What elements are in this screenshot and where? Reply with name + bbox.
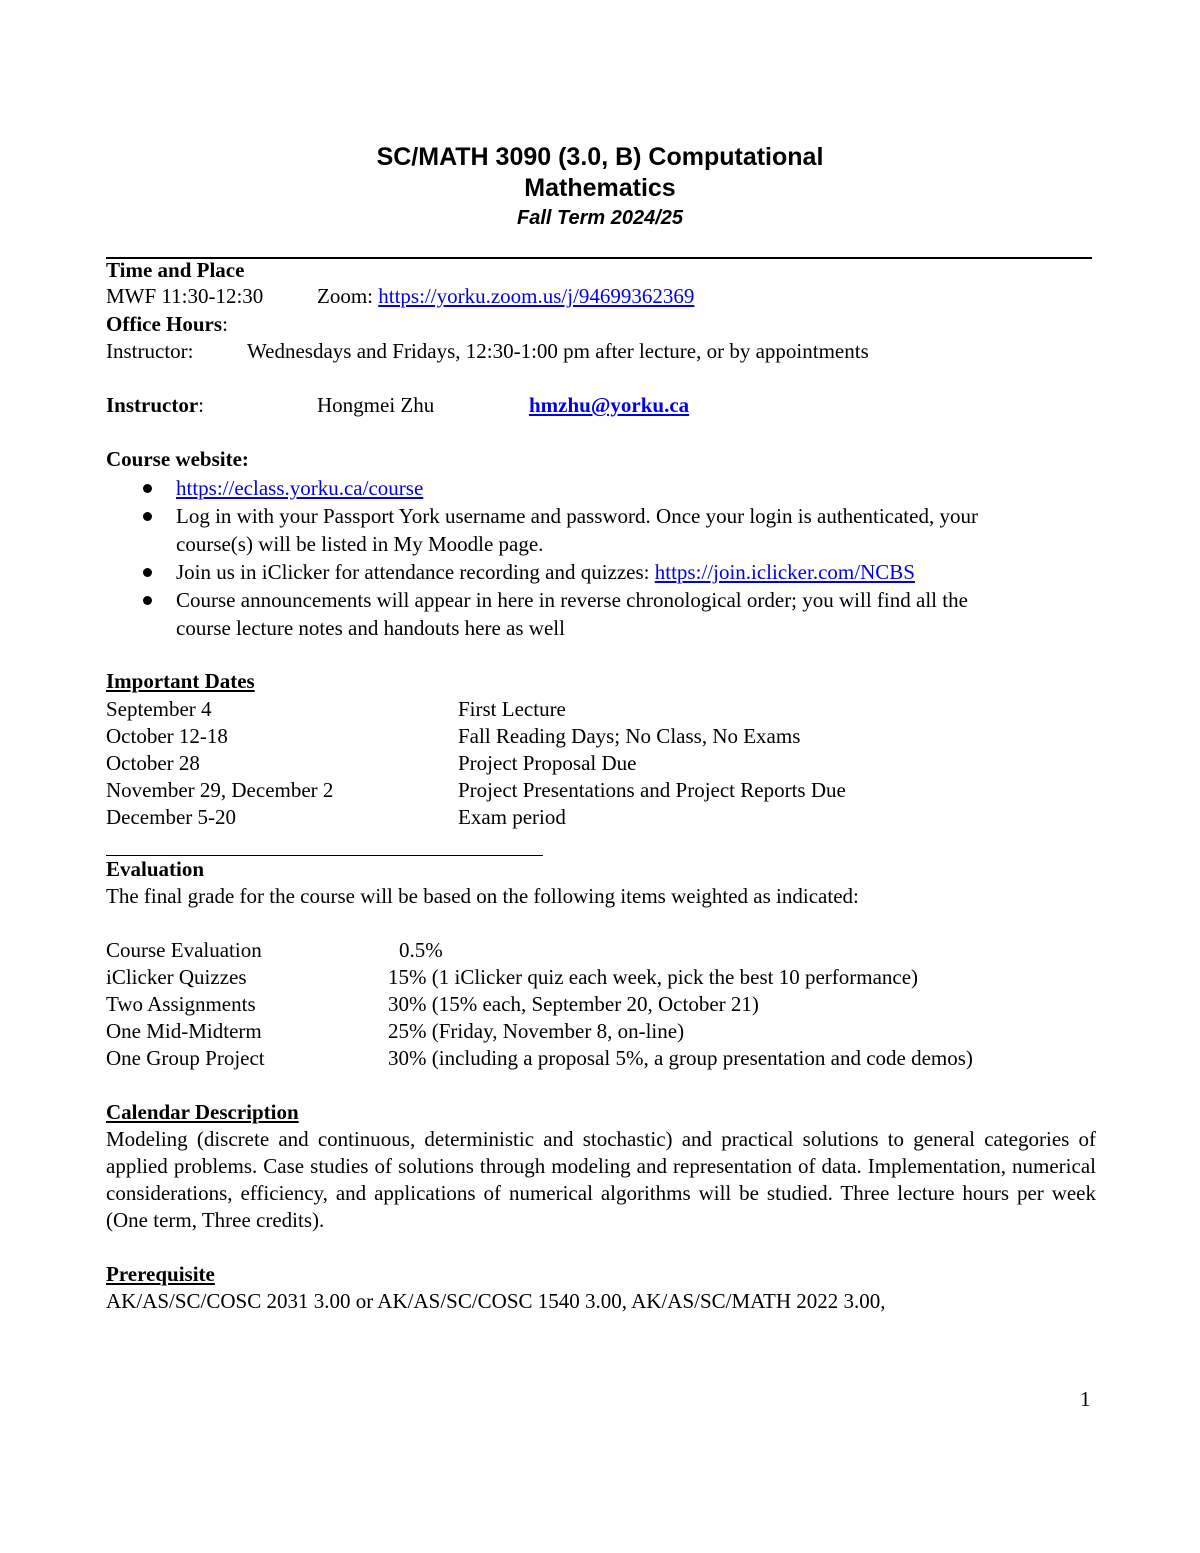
evaluation-weight: 0.5%: [399, 938, 443, 962]
bullet-icon: [143, 596, 152, 605]
event-cell: Exam period: [458, 805, 566, 829]
event-cell: Project Presentations and Project Reports Due: [458, 778, 846, 802]
zoom-link[interactable]: https://yorku.zoom.us/j/94699362369: [378, 284, 695, 308]
course-title-line1: SC/MATH 3090 (3.0, B) Computational: [376, 143, 824, 171]
office-hours-heading-text: Office Hours: [106, 312, 223, 336]
evaluation-item: Two Assignments: [106, 992, 256, 1016]
date-cell: November 29, December 2: [106, 778, 334, 802]
login-instructions-line1: Log in with your Passport York username and password. Once your login is authenticated, your: [176, 504, 978, 528]
course-website-heading: Course website:: [106, 447, 249, 471]
instructor-email-link[interactable]: hmzhu@yorku.ca: [529, 393, 690, 417]
event-cell: First Lecture: [458, 697, 566, 721]
term-subtitle: Fall Term 2024/25: [516, 207, 684, 229]
office-hours-colon: :: [222, 312, 228, 336]
date-cell: October 28: [106, 751, 200, 775]
evaluation-item: One Mid-Midterm: [106, 1019, 262, 1043]
date-cell: September 4: [106, 697, 212, 721]
prerequisite-heading: Prerequisite: [106, 1262, 215, 1286]
announcements-line1: Course announcements will appear in here in reverse chronological order; you will find all the: [176, 588, 968, 612]
iclicker-link[interactable]: https://join.iclicker.com/NCBS: [654, 560, 915, 584]
calendar-heading: Calendar Description: [106, 1100, 299, 1124]
calendar-description: Modeling (discrete and continuous, deterministic and stochastic) and practical solutions to general categories of applied problems. Case studies of solutions through modeling and representation of data. Implementation, numerical considerations, efficiency, and applications of numerical algorithms will be studied. Three lecture hours per week (One term, Three credits).: [106, 1127, 1096, 1232]
login-instructions-line2: course(s) will be listed in My Moodle page.: [176, 532, 544, 556]
event-cell: Fall Reading Days; No Class, No Exams: [458, 724, 801, 748]
office-hours-heading: [106, 311, 228, 338]
iclicker-line: [176, 559, 915, 586]
page-number: 1: [1080, 1387, 1091, 1411]
bullet-icon: [143, 512, 152, 521]
evaluation-intro: The final grade for the course will be based on the following items weighted as indicated:: [106, 884, 859, 908]
prerequisite-text: AK/AS/SC/COSC 2031 3.00 or AK/AS/SC/COSC 1540 3.00, AK/AS/SC/MATH 2022 3.00,: [106, 1289, 886, 1313]
evaluation-item: One Group Project: [106, 1046, 265, 1070]
eclass-link[interactable]: https://eclass.yorku.ca/course: [176, 476, 424, 500]
instructor-name: Hongmei Zhu: [317, 393, 435, 417]
evaluation-item: Course Evaluation: [106, 938, 262, 962]
time-place-heading: Time and Place: [106, 258, 245, 282]
zoom-label: [317, 283, 694, 310]
evaluation-item: iClicker Quizzes: [106, 965, 247, 989]
evaluation-weight: 25% (Friday, November 8, on-line): [388, 1019, 685, 1043]
evaluation-weight: 15% (1 iClicker quiz each week, pick the best 10 performance): [388, 965, 919, 989]
date-cell: October 12-18: [106, 724, 228, 748]
bullet-icon: [143, 568, 152, 577]
office-hours-role: Instructor:: [106, 339, 194, 363]
instructor-colon: :: [198, 393, 204, 417]
announcements-line2: course lecture notes and handouts here as well: [176, 616, 565, 640]
instructor-label-text: Instructor: [106, 393, 199, 417]
iclicker-text: Join us in iClicker for attendance recording and quizzes:: [176, 560, 650, 584]
evaluation-weight: 30% (15% each, September 20, October 21): [388, 992, 759, 1016]
evaluation-heading: Evaluation: [106, 857, 205, 881]
office-hours-times: Wednesdays and Fridays, 12:30-1:00 pm after lecture, or by appointments: [247, 339, 869, 363]
instructor-label: [106, 392, 204, 419]
event-cell: Project Proposal Due: [458, 751, 637, 775]
date-cell: December 5-20: [106, 805, 237, 829]
bullet-icon: [143, 484, 152, 493]
important-dates-heading: Important Dates: [106, 669, 255, 693]
zoom-label-text: Zoom:: [317, 284, 373, 308]
course-title-line2: Mathematics: [524, 174, 676, 202]
header-divider: [106, 257, 1092, 259]
evaluation-weight: 30% (including a proposal 5%, a group presentation and code demos): [388, 1046, 973, 1070]
schedule-text: MWF 11:30-12:30: [106, 284, 264, 308]
